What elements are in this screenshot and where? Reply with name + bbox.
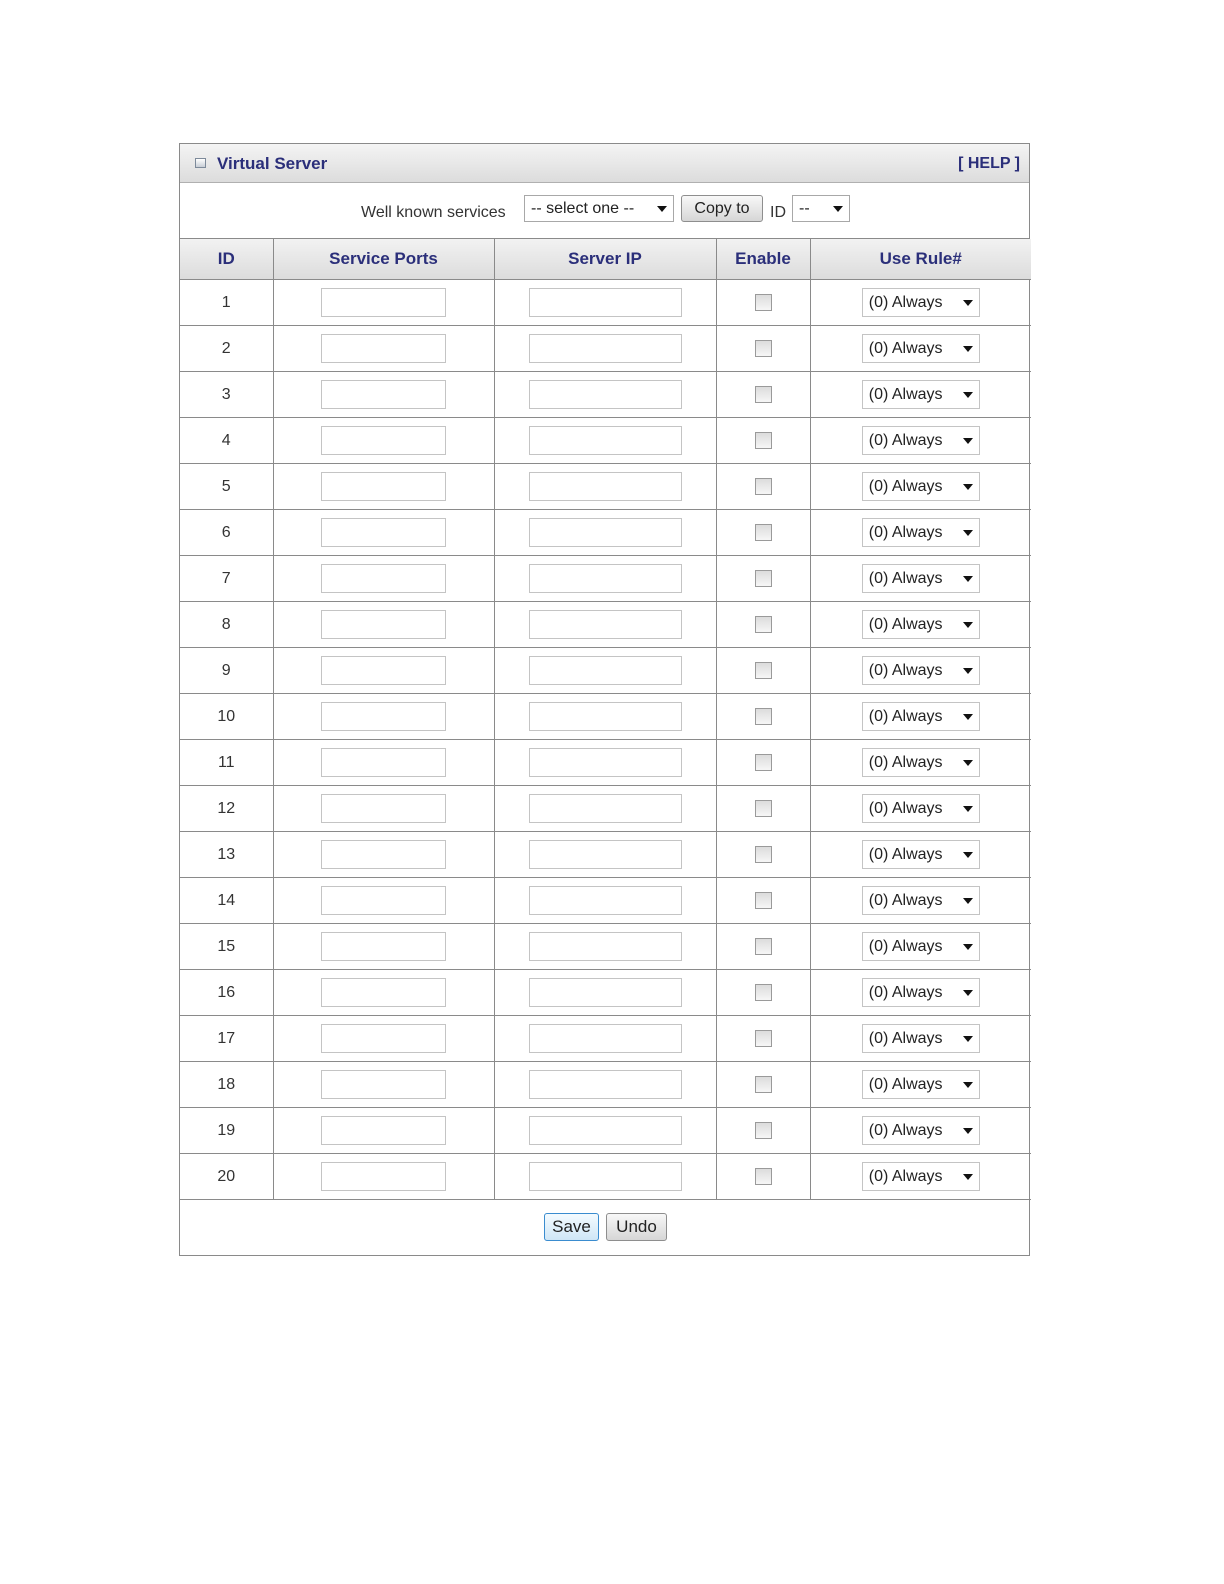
use-rule-select[interactable]: [862, 564, 980, 593]
table-row: [180, 1016, 1031, 1062]
chevron-down-icon: [963, 1082, 973, 1088]
use-rule-select[interactable]: [862, 334, 980, 363]
server-ip-input[interactable]: [529, 472, 682, 501]
table-row: [180, 1108, 1031, 1154]
server-ip-cell: [494, 556, 716, 602]
table-row: [180, 1154, 1031, 1200]
use-rule-cell: [810, 786, 1031, 832]
table-row: [180, 832, 1031, 878]
use-rule-value: (0) Always: [868, 662, 943, 679]
enable-checkbox[interactable]: [755, 524, 772, 541]
row-id: 10: [180, 694, 273, 740]
service-ports-cell: [273, 372, 494, 418]
enable-cell: [716, 924, 810, 970]
enable-checkbox[interactable]: [755, 386, 772, 403]
table-row: [180, 464, 1031, 510]
use-rule-value: (0) Always: [868, 386, 943, 403]
table-header-row: [180, 239, 1031, 280]
enable-checkbox[interactable]: [755, 846, 772, 863]
well-known-services-label: Well known services: [361, 204, 506, 221]
enable-cell: [716, 1108, 810, 1154]
chevron-down-icon: [963, 1036, 973, 1042]
chevron-down-icon: [963, 760, 973, 766]
table-row: [180, 602, 1031, 648]
table-row: [180, 924, 1031, 970]
server-ip-cell: [494, 1062, 716, 1108]
enable-cell: [716, 648, 810, 694]
use-rule-value: (0) Always: [868, 524, 943, 541]
service-ports-input[interactable]: [321, 1070, 446, 1099]
server-ip-cell: [494, 832, 716, 878]
server-ip-input[interactable]: [529, 334, 682, 363]
service-ports-cell: [273, 602, 494, 648]
row-id: 6: [180, 510, 273, 556]
use-rule-value: (0) Always: [868, 938, 943, 955]
use-rule-value: (0) Always: [868, 708, 943, 725]
service-ports-cell: [273, 418, 494, 464]
enable-checkbox[interactable]: [755, 938, 772, 955]
copy-to-button[interactable]: Copy to: [681, 195, 763, 222]
enable-cell: [716, 510, 810, 556]
enable-cell: [716, 832, 810, 878]
use-rule-select[interactable]: [862, 840, 980, 869]
service-ports-input[interactable]: [321, 610, 446, 639]
chevron-down-icon: [963, 714, 973, 720]
row-id: 20: [180, 1154, 273, 1200]
use-rule-select[interactable]: [862, 610, 980, 639]
row-id: 2: [180, 326, 273, 372]
service-ports-cell: [273, 1108, 494, 1154]
use-rule-select[interactable]: [862, 288, 980, 317]
server-ip-input[interactable]: [529, 656, 682, 685]
use-rule-select[interactable]: [862, 656, 980, 685]
enable-checkbox[interactable]: [755, 800, 772, 817]
use-rule-value: (0) Always: [868, 846, 943, 863]
row-id: 12: [180, 786, 273, 832]
row-id: 1: [180, 280, 273, 326]
virtual-server-table: [180, 239, 1031, 1200]
server-ip-input[interactable]: [529, 1162, 682, 1191]
enable-cell: [716, 970, 810, 1016]
use-rule-cell: [810, 280, 1031, 326]
chevron-down-icon: [963, 576, 973, 582]
use-rule-cell: [810, 648, 1031, 694]
page-title: Virtual Server: [217, 154, 328, 173]
service-ports-input[interactable]: [321, 840, 446, 869]
table-row: [180, 1062, 1031, 1108]
enable-checkbox[interactable]: [755, 616, 772, 633]
copy-to-id-select[interactable]: [792, 195, 850, 222]
row-id: 16: [180, 970, 273, 1016]
server-ip-input[interactable]: [529, 564, 682, 593]
copy-to-id-value: --: [799, 200, 810, 217]
service-ports-input[interactable]: [321, 1116, 446, 1145]
use-rule-cell: [810, 832, 1031, 878]
chevron-down-icon: [963, 484, 973, 490]
service-ports-cell: [273, 464, 494, 510]
server-ip-input[interactable]: [529, 1070, 682, 1099]
table-row: [180, 648, 1031, 694]
server-ip-cell: [494, 602, 716, 648]
service-ports-input[interactable]: [321, 702, 446, 731]
window-icon: [195, 158, 206, 168]
service-ports-input[interactable]: [321, 978, 446, 1007]
use-rule-select[interactable]: [862, 1070, 980, 1099]
enable-checkbox[interactable]: [755, 478, 772, 495]
service-ports-cell: [273, 648, 494, 694]
enable-checkbox[interactable]: [755, 294, 772, 311]
use-rule-select[interactable]: [862, 380, 980, 409]
use-rule-value: (0) Always: [868, 1122, 943, 1139]
well-known-services-value: -- select one --: [531, 200, 635, 217]
service-ports-cell: [273, 1062, 494, 1108]
enable-cell: [716, 556, 810, 602]
use-rule-value: (0) Always: [868, 1168, 943, 1185]
enable-cell: [716, 280, 810, 326]
chevron-down-icon: [963, 944, 973, 950]
use-rule-select[interactable]: [862, 794, 980, 823]
enable-checkbox[interactable]: [755, 340, 772, 357]
use-rule-cell: [810, 602, 1031, 648]
enable-checkbox[interactable]: [755, 892, 772, 909]
use-rule-select[interactable]: [862, 426, 980, 455]
use-rule-cell: [810, 970, 1031, 1016]
use-rule-select[interactable]: [862, 978, 980, 1007]
row-id: 15: [180, 924, 273, 970]
service-ports-cell: [273, 878, 494, 924]
server-ip-cell: [494, 1154, 716, 1200]
use-rule-select[interactable]: [862, 1162, 980, 1191]
service-ports-cell: [273, 326, 494, 372]
chevron-down-icon: [963, 438, 973, 444]
row-id: 3: [180, 372, 273, 418]
server-ip-input[interactable]: [529, 794, 682, 823]
table-row: [180, 694, 1031, 740]
use-rule-cell: [810, 740, 1031, 786]
column-header-service-ports: Service Ports: [273, 239, 494, 280]
server-ip-input[interactable]: [529, 288, 682, 317]
chevron-down-icon: [963, 622, 973, 628]
enable-cell: [716, 1154, 810, 1200]
use-rule-value: (0) Always: [868, 616, 943, 633]
enable-checkbox[interactable]: [755, 432, 772, 449]
service-ports-input[interactable]: [321, 426, 446, 455]
service-ports-cell: [273, 694, 494, 740]
service-ports-input[interactable]: [321, 564, 446, 593]
use-rule-select[interactable]: [862, 1024, 980, 1053]
server-ip-cell: [494, 694, 716, 740]
use-rule-cell: [810, 418, 1031, 464]
server-ip-cell: [494, 372, 716, 418]
chevron-down-icon: [963, 990, 973, 996]
enable-cell: [716, 326, 810, 372]
row-id: 5: [180, 464, 273, 510]
server-ip-cell: [494, 1108, 716, 1154]
use-rule-value: (0) Always: [868, 892, 943, 909]
use-rule-value: (0) Always: [868, 570, 943, 587]
enable-checkbox[interactable]: [755, 984, 772, 1001]
use-rule-cell: [810, 510, 1031, 556]
enable-cell: [716, 418, 810, 464]
table-row: [180, 326, 1031, 372]
enable-checkbox[interactable]: [755, 1030, 772, 1047]
enable-checkbox[interactable]: [755, 662, 772, 679]
service-ports-input[interactable]: [321, 794, 446, 823]
enable-checkbox[interactable]: [755, 754, 772, 771]
enable-checkbox[interactable]: [755, 1122, 772, 1139]
service-ports-input[interactable]: [321, 1024, 446, 1053]
use-rule-cell: [810, 1016, 1031, 1062]
use-rule-cell: [810, 924, 1031, 970]
server-ip-cell: [494, 1016, 716, 1062]
use-rule-select[interactable]: [862, 886, 980, 915]
service-ports-cell: [273, 786, 494, 832]
service-ports-input[interactable]: [321, 518, 446, 547]
service-ports-input[interactable]: [321, 748, 446, 777]
table-row: [180, 556, 1031, 602]
server-ip-cell: [494, 648, 716, 694]
table-row: [180, 970, 1031, 1016]
use-rule-select[interactable]: [862, 748, 980, 777]
enable-checkbox[interactable]: [755, 1076, 772, 1093]
table-row: [180, 418, 1031, 464]
chevron-down-icon: [963, 1174, 973, 1180]
server-ip-cell: [494, 786, 716, 832]
server-ip-input[interactable]: [529, 840, 682, 869]
row-id: 9: [180, 648, 273, 694]
use-rule-cell: [810, 556, 1031, 602]
server-ip-input[interactable]: [529, 380, 682, 409]
row-id: 13: [180, 832, 273, 878]
enable-cell: [716, 740, 810, 786]
use-rule-cell: [810, 326, 1031, 372]
use-rule-cell: [810, 372, 1031, 418]
table-row: [180, 740, 1031, 786]
use-rule-cell: [810, 464, 1031, 510]
use-rule-cell: [810, 694, 1031, 740]
save-button[interactable]: Save: [544, 1213, 599, 1241]
column-header-server-ip: Server IP: [494, 239, 716, 280]
panel-header: [180, 144, 1029, 183]
row-id: 7: [180, 556, 273, 602]
enable-cell: [716, 1062, 810, 1108]
row-id: 11: [180, 740, 273, 786]
chevron-down-icon: [963, 530, 973, 536]
server-ip-input[interactable]: [529, 748, 682, 777]
server-ip-cell: [494, 326, 716, 372]
use-rule-value: (0) Always: [868, 340, 943, 357]
enable-cell: [716, 878, 810, 924]
service-ports-input[interactable]: [321, 932, 446, 961]
row-id: 19: [180, 1108, 273, 1154]
table-row: [180, 786, 1031, 832]
use-rule-cell: [810, 1062, 1031, 1108]
chevron-down-icon: [963, 346, 973, 352]
server-ip-input[interactable]: [529, 1024, 682, 1053]
service-ports-input[interactable]: [321, 288, 446, 317]
service-ports-cell: [273, 510, 494, 556]
column-header-id: ID: [180, 239, 273, 280]
use-rule-cell: [810, 878, 1031, 924]
row-id: 14: [180, 878, 273, 924]
chevron-down-icon: [963, 852, 973, 858]
use-rule-value: (0) Always: [868, 432, 943, 449]
use-rule-value: (0) Always: [868, 754, 943, 771]
service-ports-cell: [273, 280, 494, 326]
chevron-down-icon: [963, 668, 973, 674]
enable-cell: [716, 464, 810, 510]
enable-cell: [716, 602, 810, 648]
service-ports-input[interactable]: [321, 380, 446, 409]
column-header-enable: Enable: [716, 239, 810, 280]
service-ports-cell: [273, 924, 494, 970]
help-link[interactable]: [ HELP ]: [958, 155, 1020, 172]
service-ports-cell: [273, 740, 494, 786]
chevron-down-icon: [963, 1128, 973, 1134]
server-ip-input[interactable]: [529, 702, 682, 731]
use-rule-value: (0) Always: [868, 294, 943, 311]
footer-actions: [180, 1200, 1029, 1255]
enable-cell: [716, 372, 810, 418]
server-ip-input[interactable]: [529, 978, 682, 1007]
id-label: ID: [770, 204, 786, 221]
server-ip-input[interactable]: [529, 426, 682, 455]
enable-cell: [716, 786, 810, 832]
use-rule-value: (0) Always: [868, 478, 943, 495]
use-rule-select[interactable]: [862, 518, 980, 547]
chevron-down-icon: [963, 392, 973, 398]
service-ports-input[interactable]: [321, 886, 446, 915]
table-row: [180, 280, 1031, 326]
server-ip-cell: [494, 464, 716, 510]
enable-checkbox[interactable]: [755, 708, 772, 725]
enable-checkbox[interactable]: [755, 1168, 772, 1185]
service-ports-cell: [273, 970, 494, 1016]
chevron-down-icon: [963, 806, 973, 812]
use-rule-value: (0) Always: [868, 1076, 943, 1093]
column-header-use-rule: Use Rule#: [810, 239, 1031, 280]
chevron-down-icon: [657, 206, 667, 212]
service-ports-cell: [273, 556, 494, 602]
server-ip-input[interactable]: [529, 610, 682, 639]
service-ports-input[interactable]: [321, 334, 446, 363]
well-known-services-select[interactable]: [524, 195, 674, 222]
row-id: 8: [180, 602, 273, 648]
row-id: 18: [180, 1062, 273, 1108]
undo-button[interactable]: Undo: [606, 1213, 667, 1241]
server-ip-input[interactable]: [529, 886, 682, 915]
chevron-down-icon: [833, 206, 843, 212]
use-rule-cell: [810, 1108, 1031, 1154]
use-rule-value: (0) Always: [868, 800, 943, 817]
service-ports-input[interactable]: [321, 656, 446, 685]
use-rule-select[interactable]: [862, 932, 980, 961]
server-ip-input[interactable]: [529, 518, 682, 547]
chevron-down-icon: [963, 898, 973, 904]
service-ports-cell: [273, 1016, 494, 1062]
enable-checkbox[interactable]: [755, 570, 772, 587]
use-rule-select[interactable]: [862, 472, 980, 501]
service-ports-input[interactable]: [321, 472, 446, 501]
virtual-server-panel: [179, 143, 1030, 1256]
use-rule-value: (0) Always: [868, 1030, 943, 1047]
use-rule-select[interactable]: [862, 1116, 980, 1145]
row-id: 17: [180, 1016, 273, 1062]
service-ports-cell: [273, 832, 494, 878]
table-row: [180, 510, 1031, 556]
service-ports-input[interactable]: [321, 1162, 446, 1191]
table-row: [180, 878, 1031, 924]
server-ip-cell: [494, 740, 716, 786]
use-rule-select[interactable]: [862, 702, 980, 731]
server-ip-cell: [494, 924, 716, 970]
enable-cell: [716, 1016, 810, 1062]
server-ip-input[interactable]: [529, 932, 682, 961]
server-ip-input[interactable]: [529, 1116, 682, 1145]
chevron-down-icon: [963, 300, 973, 306]
server-ip-cell: [494, 878, 716, 924]
service-ports-cell: [273, 1154, 494, 1200]
enable-cell: [716, 694, 810, 740]
use-rule-value: (0) Always: [868, 984, 943, 1001]
server-ip-cell: [494, 418, 716, 464]
server-ip-cell: [494, 970, 716, 1016]
server-ip-cell: [494, 510, 716, 556]
table-row: [180, 372, 1031, 418]
server-ip-cell: [494, 280, 716, 326]
row-id: 4: [180, 418, 273, 464]
use-rule-cell: [810, 1154, 1031, 1200]
